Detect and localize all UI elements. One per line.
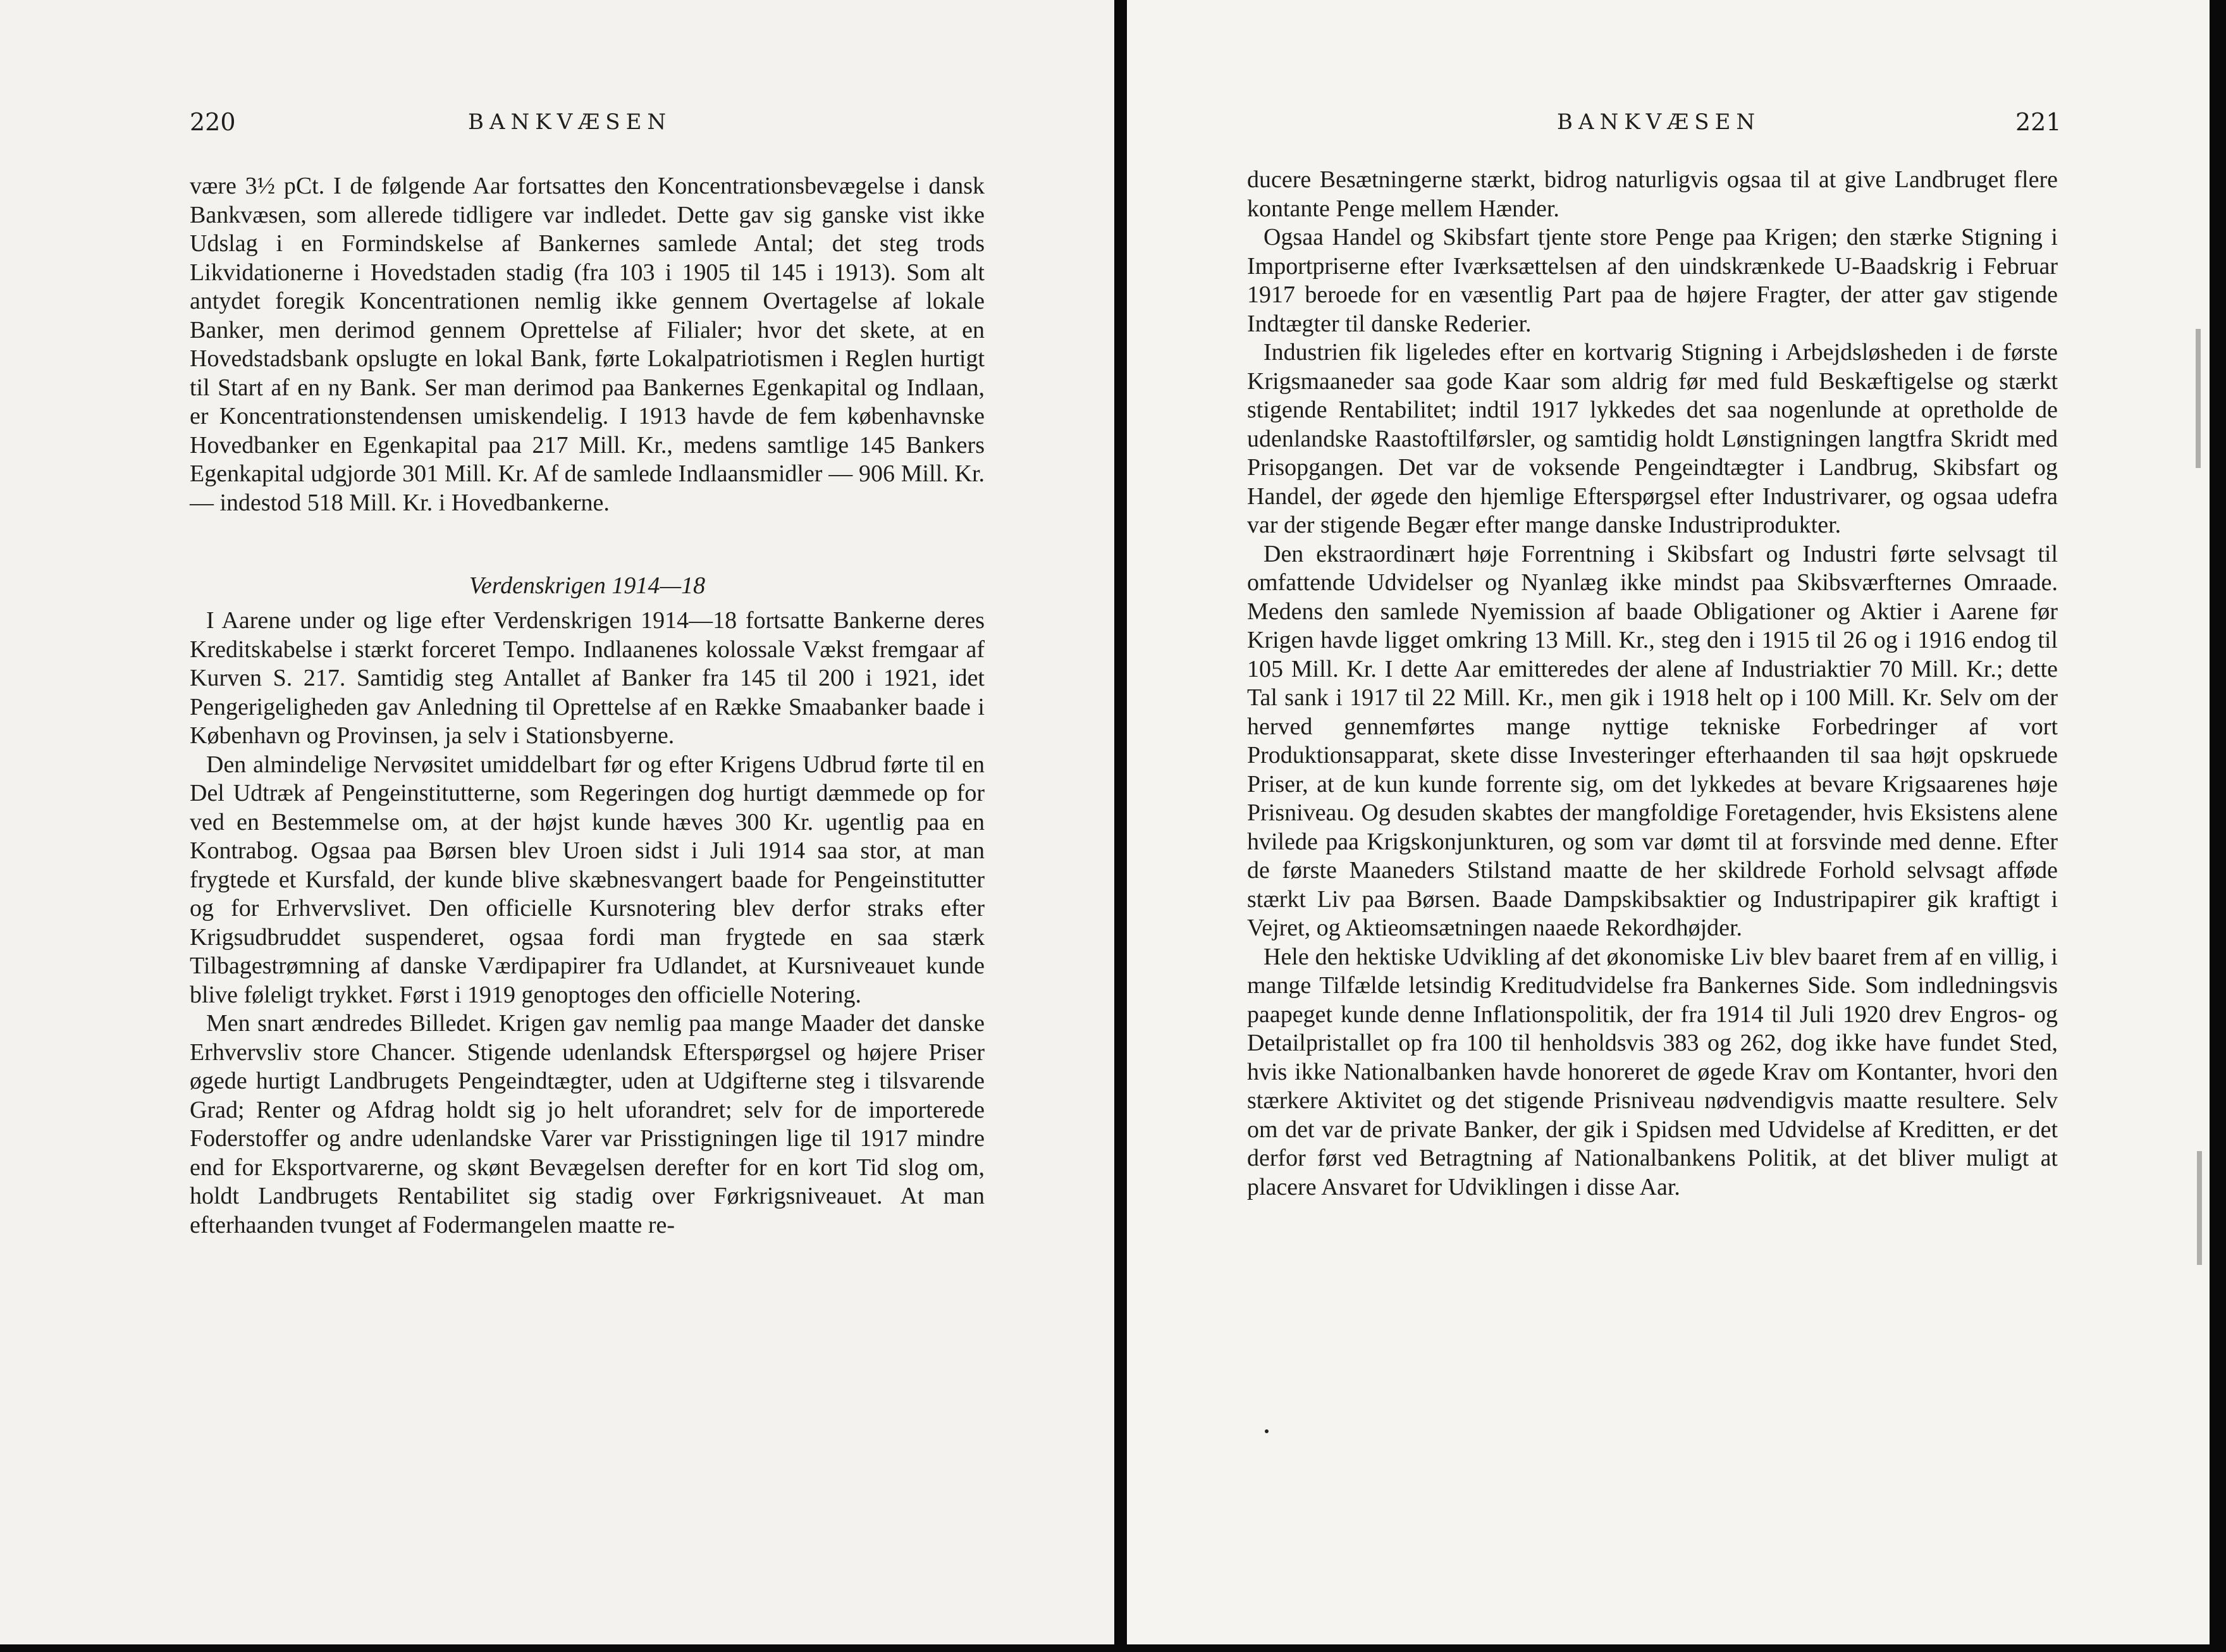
right-continuation-paragraph: ducere Besætningerne stærkt, bidrog naturligvis ogsaa til at give Landbruget flere kontante Penge mellem Hænder. — [1247, 166, 2058, 222]
left-page-number: 220 — [190, 108, 236, 136]
left-body — [190, 172, 985, 1240]
right-running-title: BANKVÆSEN — [1557, 109, 1761, 135]
left-continuation-paragraph: være 3½ pCt. I de følgende Aar fortsattes den Koncentrationsbevægelse i dansk Bankvæsen, som allerede tidligere var indledet. Dette gav sig ganske vist ikke Udslag i en Formindskelse af Bankernes samlede Antal; det steg trods Likvidationerne i Hovedstaden stadig (fra 103 i 1905 til 145 i 1913). Som alt antydet foregik Koncentrationen nemlig ikke gennem Overtagelse af lokale Banker, men derimod gennem Oprettelse af Filialer; hvor det skete, at en Hovedstadsbank opslugte en lokal Bank, førte Lokalpatriotismen i Reglen hurtigt til Start af en ny Bank. Ser man derimod paa Bankernes Egenkapital og Indlaan, er Koncentrationstendensen umiskendelig. I 1913 havde de fem københavnske Hovedbanker en Egenkapital paa 217 Mill. Kr., medens samtlige 145 Bankers Egenkapital udgjorde 301 Mill. Kr. Af de samlede Indlaansmidler — 906 Mill. Kr. — indestod 518 Mill. Kr. i Hovedbankerne. — [190, 173, 985, 516]
left-running-title: BANKVÆSEN — [468, 109, 672, 135]
left-paragraph-3: Men snart ændredes Billedet. Krigen gav nemlig paa mange Maader det danske Erhvervsliv store Chancer. Stigende udenlandsk Efterspørgsel og højere Priser øgede hurtigt Landbrugets Pengeindtægter, uden at Udgifterne steg i tilsvarende Grad; Renter og Afdrag holdt sig jo helt uforandret; selv for de importerede Foderstoffer og andre udenlandske Varer var Prisstigningen lige til 1917 mindre end for Eksportvarerne, og skønt Bevægelsen derefter for en kort Tid slog om, holdt Landbrugets Rentabilitet sig stadig over Førkrigsniveauet. At man efterhaanden tvunget af Fodermangelen maatte re- — [190, 1010, 985, 1238]
right-page — [1127, 0, 2210, 1644]
right-paragraph-1: Ogsaa Handel og Skibsfart tjente store Penge paa Krigen; den stærke Stigning i Importpriserne efter Iværksættelsen af den uindskrænkede U-Baadskrig i Februar 1917 beroede for en væsentlig Part paa de højere Fragter, der atter gav stigende Indtægter til danske Rederier. — [1247, 224, 2058, 337]
speck-mark — [1265, 1429, 1269, 1433]
page-edge-shadow — [2196, 329, 2201, 468]
right-paragraph-2: Industrien fik ligeledes efter en kortvarig Stigning i Arbejdsløsheden i de første Krigsmaaneder saa gode Kaar som aldrig før med fuld Beskæftigelse og stærkt stigende Rentabilitet; indtil 1917 lykkedes det saa nogenlunde at opretholde de udenlandske Raastoftilførsler, og samtidig holdt Lønstigningen langtfra Skridt med Prisopgangen. Det var de voksende Pengeindtægter i Landbrug, Skibsfart og Handel, der øgede den hjemlige Efterspørgsel efter Industrivarer, og ogsaa udefra var der stigende Begær efter mange danske Industriprodukter. — [1247, 339, 2058, 538]
page-edge-shadow — [2197, 1151, 2202, 1265]
right-page-number: 221 — [2015, 108, 2062, 136]
left-page — [0, 0, 1114, 1644]
right-paragraph-3: Den ekstraordinært høje Forrentning i Skibsfart og Industri førte selvsagt til omfattende Udvidelser og Nyanlæg ikke mindst paa Skibsværfternes Omraade. Medens den samlede Nyemission af baade Obligationer og Aktier i Aarene før Krigen havde ligget omkring 13 Mill. Kr., steg den i 1915 til 26 og i 1916 endog til 105 Mill. Kr. I dette Aar emitteredes der alene af Industriaktier 70 Mill. Kr.; dette Tal sank i 1917 til 22 Mill. Kr., men gik i 1918 helt op i 100 Mill. Kr. Selv om der herved gennemførtes mange nyttige tekniske Forbedringer af vort Produktionsapparat, skete disse Investeringer efterhaanden til saa højt opskruede Priser, at de kun kunde forrente sig, om det lykkedes at bevare Krigsaarenes høje Prisniveau. Og desuden skabtes der mangfoldige Foretagender, hvis Eksistens alene hvilede paa Krigskonjunkturen, og som var dømt til at forsvinde med denne. Efter de første Maaneders Stilstand maatte de her skildrede Forhold selvsagt afføde stærkt Liv paa Børsen. Baade Dampskibsaktier og Industripapirer gik kraftigt i Vejret, og Aktieomsætningen naaede Rekordhøjder. — [1247, 540, 2058, 941]
left-paragraph-2: Den almindelige Nervøsitet umiddelbart før og efter Krigens Udbrud førte til en Del Udtræk af Pengeinstitutterne, som Regeringen dog hurtigt dæmmede op for ved en Bestemmelse om, at der højst kunde hæves 300 Kr. ugentlig paa en Kontrabog. Ogsaa paa Børsen blev Uroen sidst i Juli 1914 saa stor, at man frygtede et Kursfald, der kunde blive skæbnesvangert baade for Pengeinstitutter og for Erhvervslivet. Den officielle Kursnotering blev derfor straks efter Krigsudbruddet suspenderet, ogsaa fordi man frygtede en saa stærk Tilbagestrømning af danske Værdipapirer fra Udlandet, at Kursniveauet kunde blive føleligt trykket. Først i 1919 genoptoges den officielle Notering. — [190, 751, 985, 1008]
section-heading: Verdenskrigen 1914—18 — [469, 572, 706, 599]
left-paragraph-1: I Aarene under og lige efter Verdenskrigen 1914—18 fortsatte Bankerne deres Kreditskabelse i stærkt forceret Tempo. Indlaanenes kolossale Vækst fremgaar af Kurven S. 217. Samtidig steg Antallet af Banker fra 145 til 200 i 1921, idet Pengerigeligheden gav Anledning til Oprettelse af en Række Smaabanker baade i København og Provinsen, ja selv i Stationsbyerne. — [190, 607, 985, 749]
right-body — [1247, 166, 2058, 1202]
right-paragraph-4: Hele den hektiske Udvikling af det økonomiske Liv blev baaret frem af en villig, i mange Tilfælde letsindig Kreditudvidelse fra Bankernes Side. Som indledningsvis paapeget kunde denne Inflationspolitik, der fra 1914 til Juli 1920 drev Engros- og Detailpristallet op fra 100 til henholdsvis 383 og 262, dog ikke have fundet Sted, hvis ikke Nationalbanken havde honoreret de øgede Krav om Kontanter, hvori den stærkere Aktivitet og det stigende Prisniveau nødvendigvis maatte resultere. Selv om det var de private Banker, der gik i Spidsen med Udvidelse af Kreditten, er det derfor først ved Betragtning af Nationalbankens Politik, at det bliver muligt at placere Ansvaret for Udviklingen i disse Aar. — [1247, 943, 2058, 1200]
